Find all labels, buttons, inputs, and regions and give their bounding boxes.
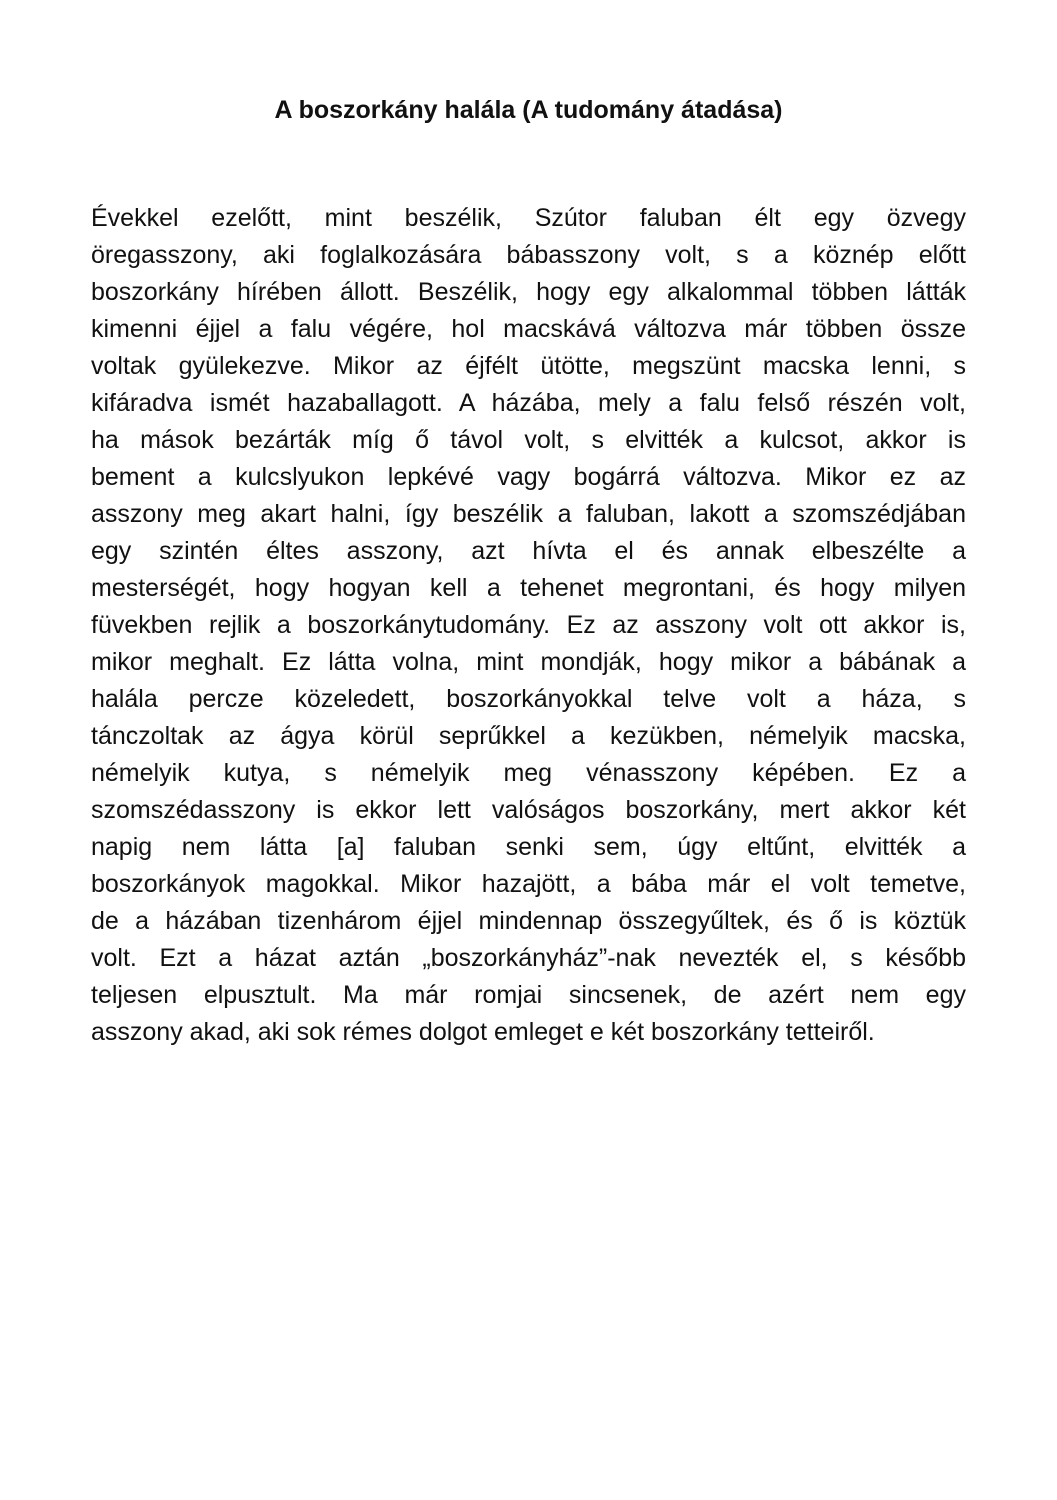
body-line: asszony meg akart halni, így beszélik a faluban, lakott a szomszédjában bbox=[91, 500, 966, 528]
body-line: némelyik kutya, s némelyik meg vénasszony képében. Ez a bbox=[91, 759, 966, 787]
body-line: halála percze közeledett, boszorkányokkal telve volt a háza, s bbox=[91, 685, 966, 713]
body-line: boszorkányok magokkal. Mikor hazajött, a bába már el volt temetve, bbox=[91, 870, 966, 898]
body-line: ha mások bezárták míg ő távol volt, s elvitték a kulcsot, akkor is bbox=[91, 426, 966, 454]
body-line: boszorkány hírében állott. Beszélik, hogy egy alkalommal többen látták bbox=[91, 278, 966, 306]
body-line: tánczoltak az ágya körül seprűkkel a kezükben, némelyik macska, bbox=[91, 722, 966, 750]
body-line: voltak gyülekezve. Mikor az éjfélt ütötte, megszünt macska lenni, s bbox=[91, 352, 966, 380]
body-line: teljesen elpusztult. Ma már romjai sincsenek, de azért nem egy bbox=[91, 981, 966, 1009]
body-line: kifáradva ismét hazaballagott. A házába, mely a falu felső részén volt, bbox=[91, 389, 966, 417]
body-line: de a házában tizenhárom éjjel mindennap összegyűltek, és ő is köztük bbox=[91, 907, 966, 935]
body-line: volt. Ezt a házat aztán „boszorkányház”-nak nevezték el, s később bbox=[91, 944, 966, 972]
document-body bbox=[91, 200, 966, 1051]
body-line: mesterségét, hogy hogyan kell a tehenet megrontani, és hogy milyen bbox=[91, 574, 966, 602]
document-title: A boszorkány halála (A tudomány átadása) bbox=[274, 96, 783, 124]
body-line: szomszédasszony is ekkor lett valóságos boszorkány, mert akkor két bbox=[91, 796, 966, 824]
body-line: kimenni éjjel a falu végére, hol macskává változva már többen össze bbox=[91, 315, 966, 343]
body-line: egy szintén éltes asszony, azt hívta el és annak elbeszélte a bbox=[91, 537, 966, 565]
body-line: bement a kulcslyukon lepkévé vagy bogárrá változva. Mikor ez az bbox=[91, 463, 966, 491]
body-line: öregasszony, aki foglalkozására bábasszony volt, s a köznép előtt bbox=[91, 241, 966, 269]
body-line: napig nem látta [a] faluban senki sem, úgy eltűnt, elvitték a bbox=[91, 833, 966, 861]
body-line-last: asszony akad, aki sok rémes dolgot emleget e két boszorkány tetteiről. bbox=[91, 1018, 875, 1046]
body-line: Évekkel ezelőtt, mint beszélik, Szútor faluban élt egy özvegy bbox=[91, 204, 966, 232]
body-line: mikor meghalt. Ez látta volna, mint mondják, hogy mikor a bábának a bbox=[91, 648, 966, 676]
body-line: füvekben rejlik a boszorkánytudomány. Ez az asszony volt ott akkor is, bbox=[91, 611, 966, 639]
